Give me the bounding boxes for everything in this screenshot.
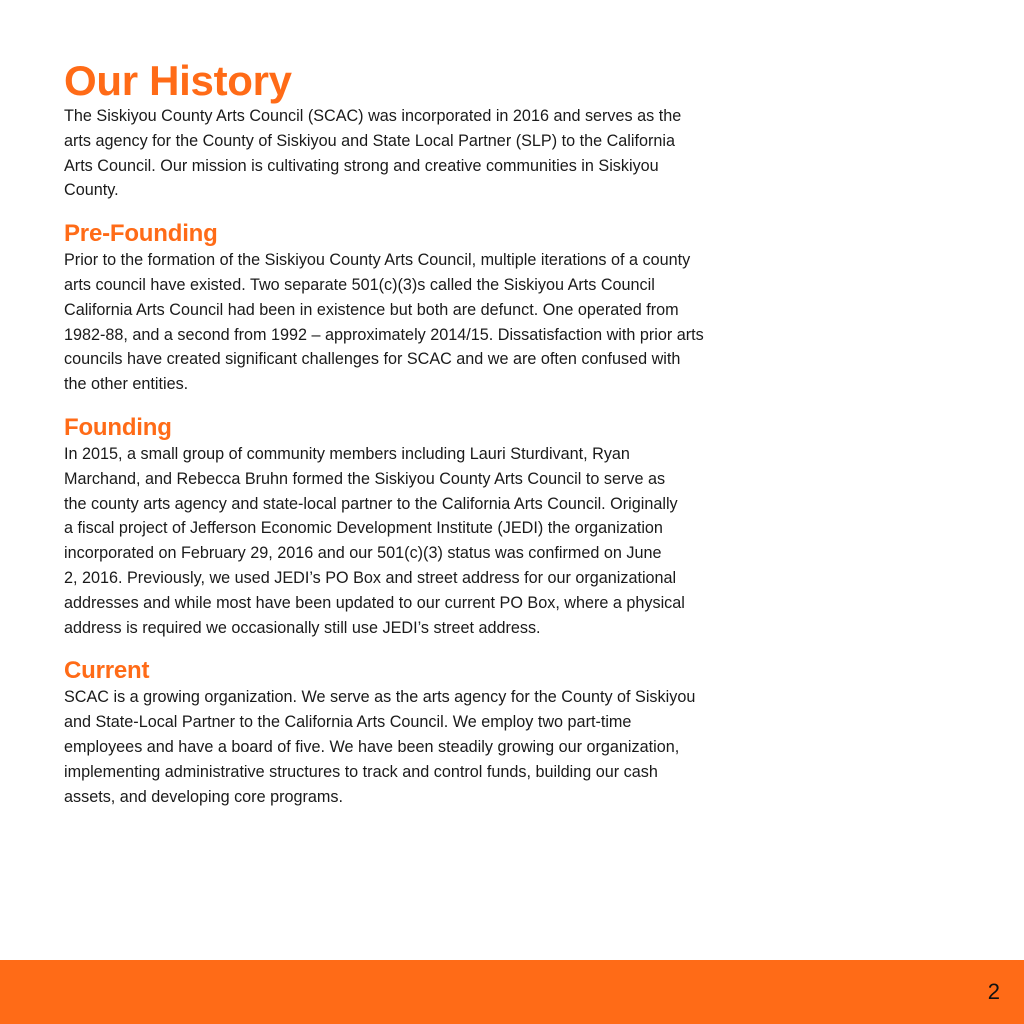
text-line: 1982-88, and a second from 1992 – approximately 2014/15. Dissatisfaction with prior arts: [64, 325, 704, 344]
text-line: addresses and while most have been updated to our current PO Box, where a physical: [64, 593, 685, 612]
intro-paragraph: [64, 104, 764, 203]
section-heading: Founding: [64, 413, 172, 441]
section-current: [64, 657, 764, 809]
text-line: In 2015, a small group of community members including Lauri Sturdivant, Ryan: [64, 444, 630, 463]
footer-band: [0, 960, 1024, 1024]
text-line: and State-Local Partner to the California Arts Council. We employ two part-time: [64, 713, 632, 732]
page-content: [64, 58, 764, 809]
text-line: arts council have existed. Two separate 501(c)(3)s called the Siskiyou Arts Council: [64, 275, 655, 294]
text-line: councils have created significant challenges for SCAC and we are often confused with: [64, 350, 681, 369]
text-line: implementing administrative structures to track and control funds, building our cash: [64, 762, 658, 781]
section-heading: Pre-Founding: [64, 220, 218, 248]
text-line: the county arts agency and state-local partner to the California Arts Council. Originally: [64, 494, 678, 513]
section-paragraph: [64, 248, 764, 397]
text-line: County.: [64, 181, 119, 200]
text-line: Prior to the formation of the Siskiyou County Arts Council, multiple iterations of a county: [64, 251, 691, 270]
text-line: 2, 2016. Previously, we used JEDI’s PO Box and street address for our organizational: [64, 568, 677, 587]
text-line: incorporated on February 29, 2016 and our 501(c)(3) status was confirmed on June: [64, 544, 662, 563]
section-founding: [64, 414, 764, 640]
section-paragraph: [64, 685, 764, 809]
text-line: assets, and developing core programs.: [64, 787, 343, 806]
page-title: Our History: [64, 57, 292, 104]
text-line: Marchand, and Rebecca Bruhn formed the Siskiyou County Arts Council to serve as: [64, 469, 666, 488]
section-pre-founding: [64, 220, 764, 397]
section-heading: Current: [64, 657, 150, 685]
text-line: California Arts Council had been in existence but both are defunct. One operated from: [64, 300, 679, 319]
page-number: 2: [987, 979, 1000, 1004]
text-line: SCAC is a growing organization. We serve as the arts agency for the County of Siskiyou: [64, 688, 696, 707]
text-line: The Siskiyou County Arts Council (SCAC) was incorporated in 2016 and serves as the: [64, 107, 682, 125]
text-line: address is required we occasionally still use JEDI’s street address.: [64, 618, 541, 637]
text-line: a fiscal project of Jefferson Economic Development Institute (JEDI) the organization: [64, 519, 663, 538]
section-paragraph: [64, 442, 764, 640]
text-line: the other entities.: [64, 375, 189, 394]
text-line: employees and have a board of five. We have been steadily growing our organization,: [64, 737, 680, 756]
text-line: arts agency for the County of Siskiyou and State Local Partner (SLP) to the California: [64, 131, 675, 150]
text-line: Arts Council. Our mission is cultivating strong and creative communities in Siskiyou: [64, 156, 659, 175]
